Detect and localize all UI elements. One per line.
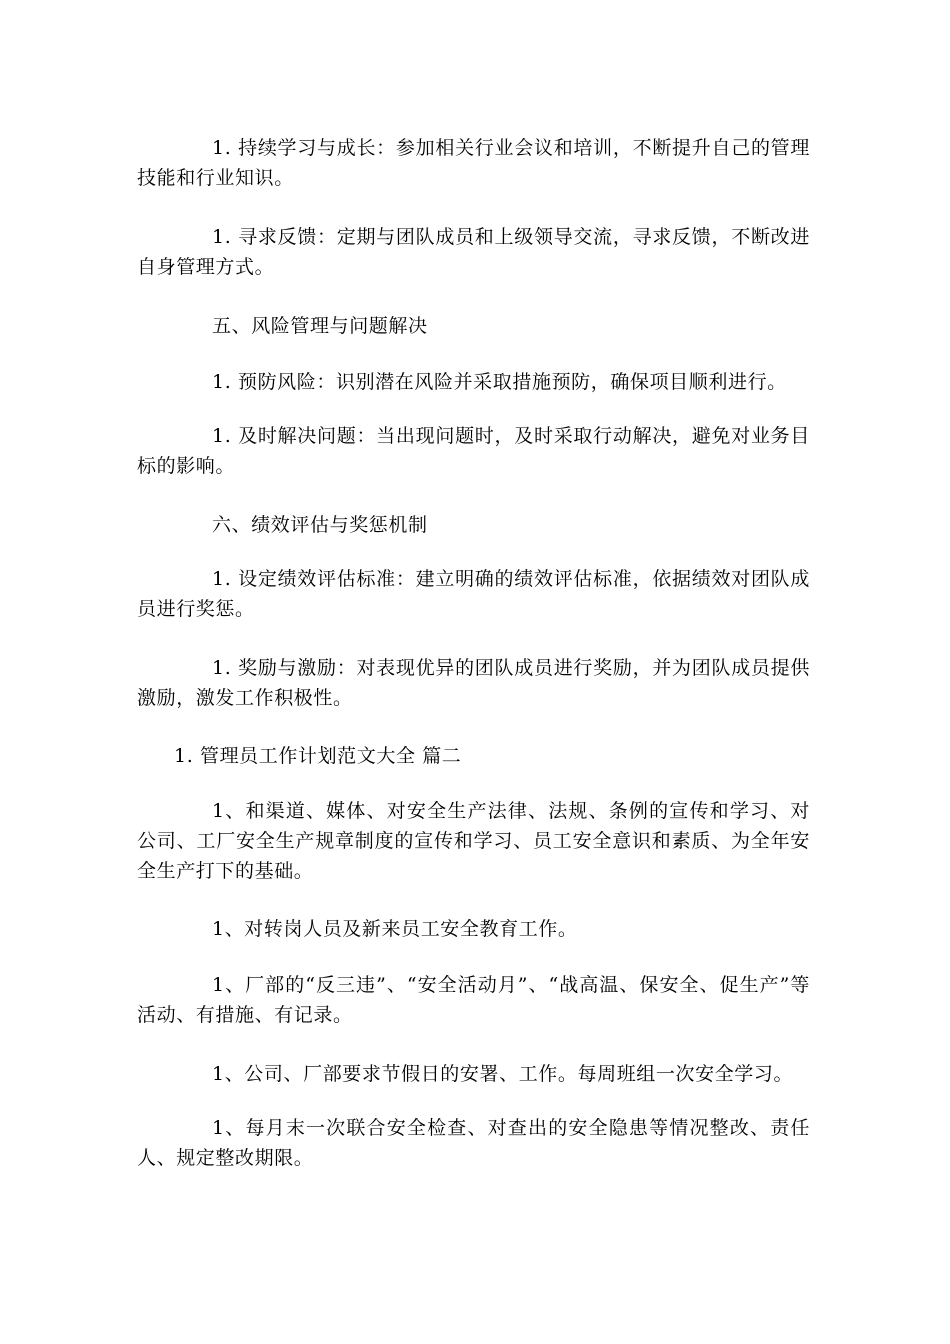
paragraph-continuous-learning: 1. 持续学习与成长：参加相关行业会议和培训，不断提升自己的管理技能和行业知识。 [137, 137, 810, 189]
section-heading-part-two: 1. 管理员工作计划范文大全 篇二 [174, 745, 462, 767]
paragraph-monthly-inspection: 1、每月末一次联合安全检查、对查出的安全隐患等情况整改、责任人、规定整改期限。 [137, 1117, 810, 1169]
paragraph-safety-activities: 1、厂部的“反三违”、“安全活动月”、“战高温、保安全、促生产”等活动、有措施、有记录。 [137, 974, 810, 1026]
paragraph-safety-education: 1、对转岗人员及新来员工安全教育工作。 [212, 918, 578, 940]
paragraph-solve-problems: 1. 及时解决问题：当出现问题时，及时采取行动解决，避免对业务目标的影响。 [137, 425, 810, 477]
paragraph-holiday-arrangements: 1、公司、厂部要求节假日的安署、工作。每周班组一次安全学习。 [212, 1063, 794, 1085]
section-heading-risk-management: 五、风险管理与问题解决 [212, 315, 428, 337]
paragraph-rewards-incentives: 1. 奖励与激励：对表现优异的团队成员进行奖励，并为团队成员提供激励，激发工作积极性。 [137, 657, 810, 709]
paragraph-safety-publicity: 1、和渠道、媒体、对安全生产法律、法规、条例的宣传和学习、对公司、工厂安全生产规章制度的宣传和学习、员工安全意识和素质、为全年安全生产打下的基础。 [137, 800, 810, 882]
section-heading-performance: 六、绩效评估与奖惩机制 [212, 514, 428, 536]
paragraph-seek-feedback: 1. 寻求反馈：定期与团队成员和上级领导交流，寻求反馈，不断改进自身管理方式。 [137, 226, 810, 278]
paragraph-prevent-risk: 1. 预防风险：识别潜在风险并采取措施预防，确保项目顺利进行。 [212, 371, 787, 393]
paragraph-performance-standards: 1. 设定绩效评估标准：建立明确的绩效评估标准，依据绩效对团队成员进行奖惩。 [137, 568, 810, 620]
